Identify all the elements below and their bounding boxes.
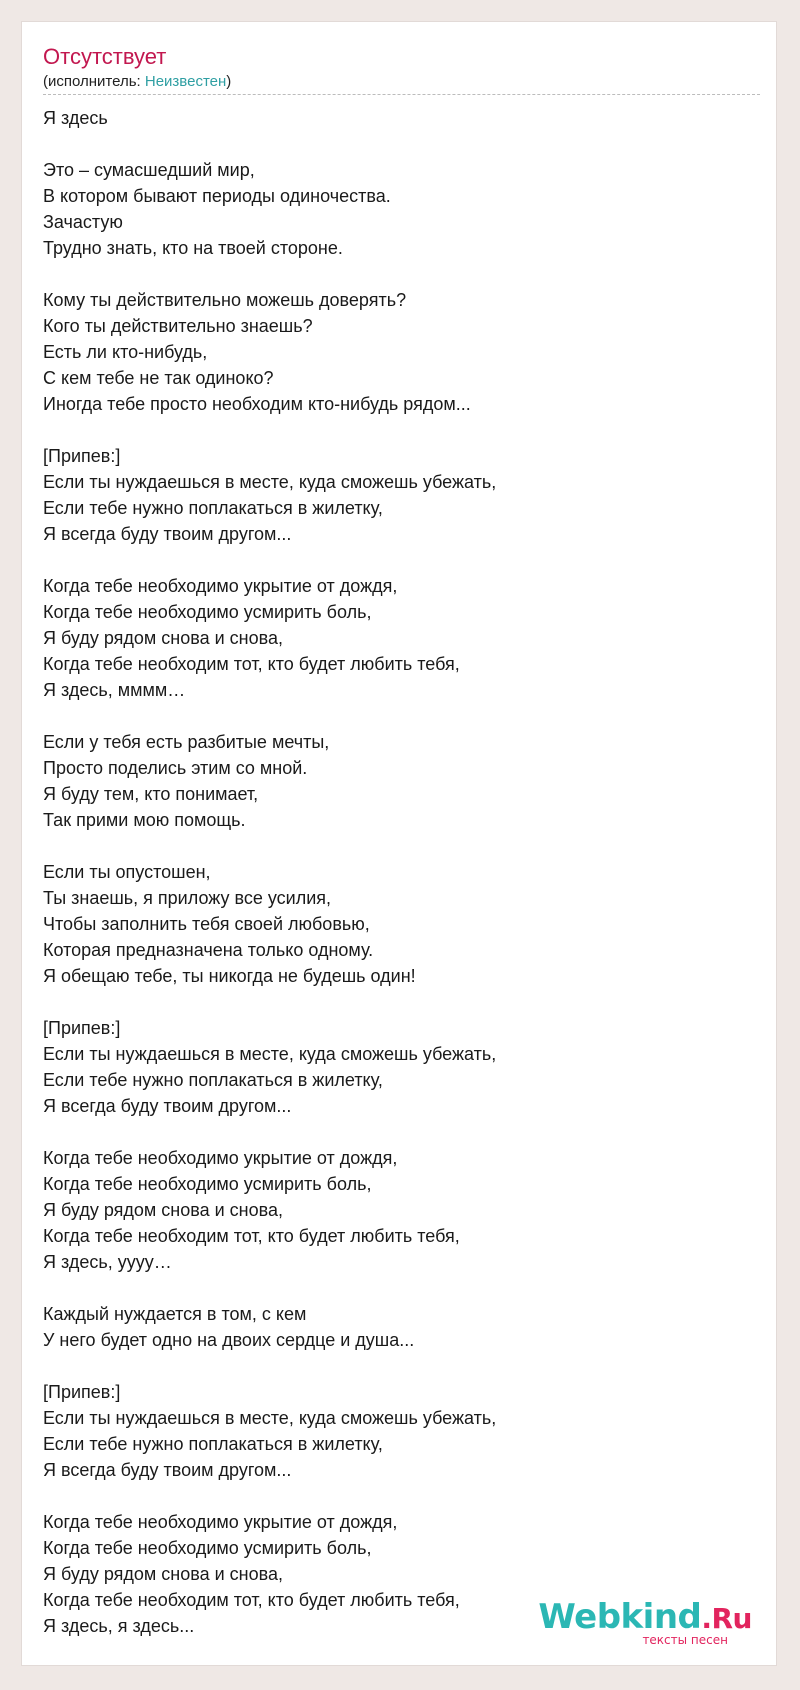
lyric-line: Я буду рядом снова и снова,	[43, 1200, 283, 1220]
lyric-line: Каждый нуждается в том, с кем	[43, 1304, 307, 1324]
lyric-line: Я буду рядом снова и снова,	[43, 1564, 283, 1584]
lyric-line: Я здесь, уууу…	[43, 1252, 172, 1272]
lyric-stanza	[43, 859, 743, 989]
lyric-line: С кем тебе не так одиноко?	[43, 368, 274, 388]
lyric-line: Чтобы заполнить тебя своей любовью,	[43, 914, 370, 934]
lyric-line: Когда тебе необходимо укрытие от дождя,	[43, 576, 398, 596]
title-divider	[43, 94, 760, 95]
lyric-stanza	[43, 105, 743, 131]
lyric-line: Кого ты действительно знаешь?	[43, 316, 313, 336]
song-title: Отсутствует	[43, 44, 167, 69]
lyric-line: Когда тебе необходим тот, кто будет любить тебя,	[43, 1590, 460, 1610]
artist-link[interactable]: Неизвестен	[144, 73, 227, 90]
lyric-line: [Припев:]	[43, 1018, 121, 1038]
logo-tagline: тексты песен	[642, 1633, 728, 1647]
lyric-line: Когда тебе необходимо усмирить боль,	[43, 1174, 372, 1194]
lyric-line: Я здесь, мммм…	[43, 680, 186, 700]
lyric-line: Которая предназначена только одному.	[43, 940, 374, 960]
lyric-stanza	[43, 1301, 743, 1353]
lyric-line: Если ты нуждаешься в месте, куда сможешь убежать,	[43, 1408, 497, 1428]
artist-suffix: )	[226, 73, 232, 90]
lyric-line: Ты знаешь, я приложу все усилия,	[43, 888, 332, 908]
lyric-line: Я всегда буду твоим другом...	[43, 1460, 292, 1480]
lyric-line: Если тебе нужно поплакаться в жилетку,	[43, 498, 383, 518]
lyric-line: Когда тебе необходимо укрытие от дождя,	[43, 1512, 398, 1532]
lyric-line: Кому ты действительно можешь доверять?	[43, 290, 407, 310]
lyric-line: Я буду рядом снова и снова,	[43, 628, 283, 648]
lyric-line: Если ты опустошен,	[43, 862, 211, 882]
lyric-line: Если тебе нужно поплакаться в жилетку,	[43, 1434, 383, 1454]
lyric-line: Просто поделись этим со мной.	[43, 758, 308, 778]
logo-tld: .Ru	[701, 1602, 752, 1635]
lyric-stanza	[43, 157, 743, 261]
lyric-stanza	[43, 573, 743, 703]
lyric-line: Иногда тебе просто необходим кто-нибудь рядом...	[43, 394, 471, 414]
lyric-stanza	[43, 1145, 743, 1275]
lyric-line: Есть ли кто-нибудь,	[43, 342, 208, 362]
lyric-line: Когда тебе необходим тот, кто будет любить тебя,	[43, 1226, 460, 1246]
lyric-stanza	[43, 1015, 743, 1119]
lyric-line: Когда тебе необходимо усмирить боль,	[43, 1538, 372, 1558]
lyric-line: Когда тебе необходимо укрытие от дождя,	[43, 1148, 398, 1168]
artist-line	[43, 73, 231, 91]
artist-prefix: (исполнитель:	[43, 73, 145, 90]
lyrics-card	[21, 21, 777, 1666]
logo-wordmark	[538, 1599, 752, 1637]
lyric-stanza	[43, 287, 743, 417]
lyric-line: У него будет одно на двоих сердце и душа...	[43, 1330, 415, 1350]
lyric-stanza	[43, 729, 743, 833]
lyric-line: Я обещаю тебе, ты никогда не будешь один!	[43, 966, 416, 986]
lyric-line: Если ты нуждаешься в месте, куда сможешь убежать,	[43, 1044, 497, 1064]
lyric-line: Если ты нуждаешься в месте, куда сможешь убежать,	[43, 472, 497, 492]
lyric-line: Это – сумасшедший мир,	[43, 160, 255, 180]
lyric-line: Я буду тем, кто понимает,	[43, 784, 259, 804]
lyric-line: В котором бывают периоды одиночества.	[43, 186, 391, 206]
lyric-stanza	[43, 1379, 743, 1483]
lyric-line: Трудно знать, кто на твоей стороне.	[43, 238, 343, 258]
lyric-stanza	[43, 443, 743, 547]
lyric-line: Так прими мою помощь.	[43, 810, 246, 830]
lyric-line: Когда тебе необходим тот, кто будет любить тебя,	[43, 654, 460, 674]
lyric-line: Я всегда буду твоим другом...	[43, 524, 292, 544]
lyric-line: Зачастую	[43, 212, 123, 232]
lyric-line: Если у тебя есть разбитые мечты,	[43, 732, 330, 752]
lyric-line: Когда тебе необходимо усмирить боль,	[43, 602, 372, 622]
lyrics-body	[43, 105, 743, 1665]
lyric-line: Если тебе нужно поплакаться в жилетку,	[43, 1070, 383, 1090]
lyric-line: Я здесь	[43, 108, 108, 128]
lyric-line: Я всегда буду твоим другом...	[43, 1096, 292, 1116]
logo-brand: Webkind	[538, 1597, 702, 1637]
site-logo[interactable]	[538, 1599, 752, 1647]
lyric-line: [Припев:]	[43, 446, 121, 466]
lyric-line: Я здесь, я здесь...	[43, 1616, 195, 1636]
lyric-line: [Припев:]	[43, 1382, 121, 1402]
